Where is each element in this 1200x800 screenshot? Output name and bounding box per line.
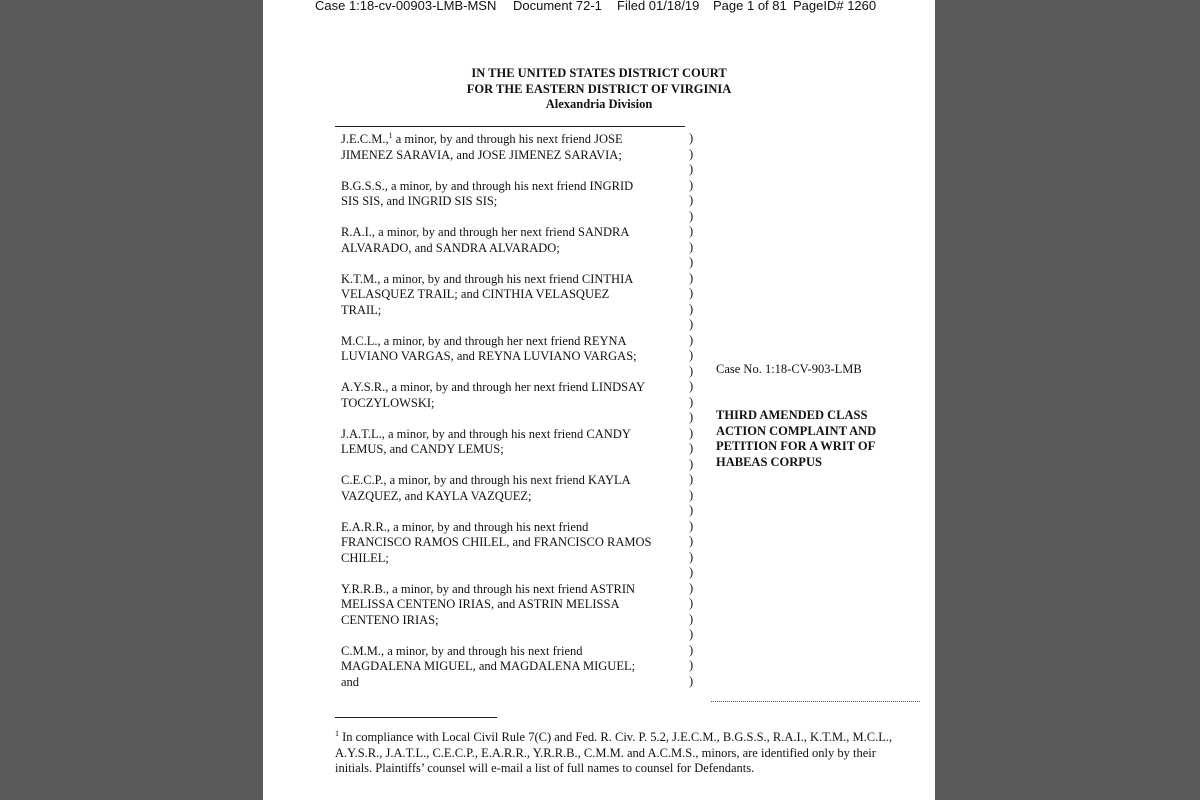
party-entry — [341, 225, 686, 256]
document-page — [263, 0, 935, 800]
party-line — [341, 427, 686, 443]
party-entry — [341, 582, 686, 629]
party-entry — [341, 334, 686, 365]
page-count: Page 1 of 81 — [713, 0, 787, 13]
party-line: FRANCISCO RAMOS CHILEL, and FRANCISCO RAMOS — [341, 535, 652, 550]
party-line: and — [341, 674, 360, 689]
party-initials: J.E.C.M., — [341, 132, 389, 147]
party-list — [341, 128, 686, 706]
party-entry — [341, 272, 686, 319]
page-id: PageID# 1260 — [793, 0, 877, 13]
party-line: CENTENO IRIAS; — [341, 612, 439, 627]
party-text: Y.R.R.B., a minor, by and through his next friend ASTRIN — [341, 581, 636, 596]
party-line — [341, 582, 686, 598]
court-line-1: IN THE UNITED STATES DISTRICT COURT — [471, 66, 727, 80]
party-line — [341, 380, 686, 396]
dotted-rule — [711, 701, 920, 702]
party-line: JIMENEZ SARAVIA, and JOSE JIMENEZ SARAVIA; — [341, 147, 622, 162]
party-text: A.Y.S.R., a minor, by and through her next friend LINDSAY — [341, 380, 645, 395]
document-number: Document 72-1 — [513, 0, 602, 13]
party-entry — [341, 128, 686, 163]
case-number: Case No. 1:18-CV-903-LMB — [716, 362, 862, 376]
party-line — [341, 334, 686, 350]
party-text: a minor, by and through his next friend JOSE — [392, 132, 623, 147]
filing-header — [263, 0, 935, 16]
party-text: M.C.L., a minor, by and through her next friend REYNA — [341, 333, 627, 348]
document-title: THIRD AMENDED CLASS ACTION COMPLAINT AND PETITION FOR A WRIT OF HABEAS CORPUS — [716, 408, 877, 469]
party-line — [341, 128, 686, 148]
footnote-text: In compliance with Local Civil Rule 7(C) and Fed. R. Civ. P. 5.2, J.E.C.M., B.G.S.S., R.A.I., K.T.M., M.C.L., A.Y.S.R., J.A.T.L., C.E.C.P., E.A.R.R., Y.R.R.B., C.M.M. and A.C.M.S., minors, are identified only by their initials. Plaintiffs’ counsel will e-mail a list of full names to counsel for Defendants. — [335, 730, 893, 776]
party-entry — [341, 644, 686, 691]
footnote — [335, 726, 895, 777]
filed-date: Filed 01/18/19 — [617, 0, 700, 13]
court-line-2: FOR THE EASTERN DISTRICT OF VIRGINIA — [466, 81, 732, 96]
party-line — [341, 520, 686, 536]
footnote-marker: 1 — [335, 729, 339, 738]
party-text: C.E.C.P., a minor, by and through his next friend KAYLA — [341, 473, 631, 488]
party-text: B.G.S.S., a minor, by and through his next friend INGRID — [341, 178, 634, 193]
party-entry — [341, 380, 686, 411]
footnote-ref: 1 — [388, 131, 393, 140]
party-line: MELISSA CENTENO IRIAS, and ASTRIN MELISSA — [341, 597, 620, 612]
party-text: K.T.M., a minor, by and through his next friend CINTHIA — [341, 271, 634, 286]
party-line — [341, 473, 686, 489]
party-line — [341, 179, 686, 195]
party-entry — [341, 179, 686, 210]
party-entry — [341, 520, 686, 567]
party-entry — [341, 473, 686, 504]
caption-parentheses: ) ) ) ) ) ) ) ) ) ) ) ) ) ) ) ) ) ) ) ) ) ) ) ) ) ) ) ) ) ) ) ) ) ) ) ) — [689, 131, 694, 688]
party-line: VELASQUEZ TRAIL; and CINTHIA VELASQUEZ — [341, 287, 610, 302]
party-text: R.A.I., a minor, by and through her next friend SANDRA — [341, 225, 630, 240]
party-line: LUVIANO VARGAS, and REYNA LUVIANO VARGAS; — [341, 349, 637, 364]
party-line: CHILEL; — [341, 550, 389, 565]
party-line: TOCZYLOWSKI; — [341, 395, 435, 410]
party-line: MAGDALENA MIGUEL, and MAGDALENA MIGUEL; — [341, 659, 636, 674]
party-line: SIS SIS, and INGRID SIS SIS; — [341, 194, 498, 209]
court-heading — [263, 66, 935, 113]
party-line: VAZQUEZ, and KAYLA VAZQUEZ; — [341, 488, 532, 503]
party-entry — [341, 427, 686, 458]
party-line — [341, 272, 686, 288]
party-line — [341, 644, 686, 660]
caption-rule — [335, 126, 685, 127]
party-line: TRAIL; — [341, 302, 382, 317]
party-line — [341, 225, 686, 241]
party-text: E.A.R.R., a minor, by and through his next friend — [341, 519, 589, 534]
party-line: ALVARADO, and SANDRA ALVARADO; — [341, 240, 560, 255]
party-line: LEMUS, and CANDY LEMUS; — [341, 442, 504, 457]
footnote-rule — [335, 717, 497, 718]
party-text: J.A.T.L., a minor, by and through his next friend CANDY — [341, 426, 631, 441]
case-number-header: Case 1:18-cv-00903-LMB-MSN — [315, 0, 497, 13]
court-line-3: Alexandria Division — [545, 97, 653, 111]
party-text: C.M.M., a minor, by and through his next friend — [341, 643, 583, 658]
